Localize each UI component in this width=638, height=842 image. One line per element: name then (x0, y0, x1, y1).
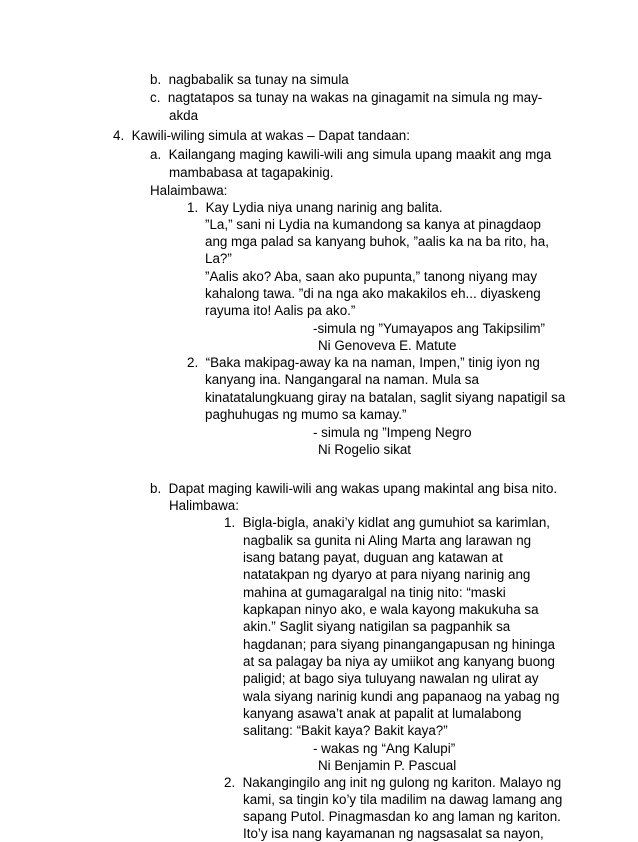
ending-example-2: 2. Nakangingilo ang init ng gulong ng kariton. Malayo ng (224, 775, 562, 790)
ending-example-2-line: kami, sa tingin ko’y tila madilim na dawag lamang ang (243, 792, 563, 807)
example-1-source: -simula ng ”Yumayapos ang Takipsilim” (313, 321, 545, 336)
example-1-line: rayuma ito! Aalis pa ako.” (205, 303, 356, 318)
list-item-c: c. nagtatapos sa tunay na wakas na ginagamit na simula ng may- (150, 90, 543, 105)
ending-example-1-line: salitang: “Bakit kaya? Bakit kaya?” (243, 723, 448, 738)
list-item-c-cont: akda (169, 108, 199, 123)
section-heading-4: 4. Kawili-wiling simula at wakas – Dapat tandaan: (113, 128, 410, 143)
ending-example-1-line: akin.” Saglit siyang natigilan sa pagpanhik sa (243, 619, 511, 634)
ending-example-2-line: Ito’y isa nang kayamanan ng nagsasalat sa nayon, (243, 826, 544, 841)
ending-example-1: 1. Bigla-bigla, anaki’y kidlat ang gumuhiot sa karimlan, (224, 515, 551, 530)
example-1: 1. Kay Lydia niya unang narinig ang balita. (187, 200, 443, 215)
example-1-line: kahalong tawa. ”di na nga ako makakilos eh... diyaskeng (205, 286, 541, 301)
example-label: Halimbawa: (169, 498, 239, 513)
example-2-line: kinatatalungkuang giray na batalan, saglit siyang napatigil sa (205, 390, 566, 405)
example-2-author: Ni Rogelio sikat (318, 442, 412, 457)
example-2: 2. “Baka makipag-away ka na naman, Impen,” tinig iyon ng (187, 355, 540, 370)
ending-example-1-line: kanyang asawa’t anak at papalit at lumalabong (243, 706, 522, 721)
example-1-author: Ni Genoveva E. Matute (318, 338, 457, 353)
example-1-line: La?” (205, 251, 232, 266)
list-item-a-cont: mambabasa at tagapakinig. (169, 165, 334, 180)
ending-example-2-line: sapang Putol. Pinagmasdan ko ang laman ng kariton. (243, 809, 561, 824)
ending-example-1-line: hagdanan; para siyang pinangangapusan ng hininga (243, 637, 555, 652)
example-1-line: ”La,” sani ni Lydia na kumandong sa kanya at pinagdaop (205, 217, 541, 232)
example-2-line: paghuhugas ng mumo sa kamay.” (205, 407, 407, 422)
example-label: Halaimbawa: (150, 183, 228, 198)
list-item-b-ending: b. Dapat maging kawili-wili ang wakas upang makintal ang bisa nito. (150, 481, 558, 496)
example-1-line: ang mga palad sa kanyang buhok, ”aalis ka na ba rito, ha, (205, 234, 549, 249)
example-1-line: ”Aalis ako? Aba, saan ako pupunta,” tanong niyang may (205, 269, 538, 284)
example-2-line: kanyang ina. Nangangaral na naman. Mula sa (205, 372, 479, 387)
ending-example-1-source: - wakas ng “Ang Kalupi” (313, 741, 456, 756)
example-2-source: - simula ng ”Impeng Negro (313, 425, 472, 440)
ending-example-1-line: isang batang payat, duguan ang katawan at (243, 550, 503, 565)
ending-example-1-line: natatakpan ng dyaryo at para niyang narinig ang (243, 567, 531, 582)
list-item-b: b. nagbabalik sa tunay na simula (150, 72, 349, 87)
ending-example-1-line: paligid; at bago siya tuluyang nawalan ng ulirat ay (243, 671, 539, 686)
ending-example-1-line: at sa palagay ba niya ay umiikot ang kanyang buong (243, 654, 555, 669)
ending-example-1-line: nagbalik sa gunita ni Aling Marta ang larawan ng (243, 533, 532, 548)
ending-example-1-line: mahina at gumagaralgal na tinig nito: “maski (243, 585, 506, 600)
ending-example-1-line: kapkapan ninyo ako, e wala kayong makukuha sa (243, 602, 539, 617)
ending-example-1-line: wala siyang narinig kundi ang papanaog na yabag ng (243, 689, 560, 704)
list-item-a: a. Kailangang maging kawili-wili ang simula upang maakit ang mga (150, 147, 552, 162)
ending-example-1-author: Ni Benjamin P. Pascual (318, 758, 457, 773)
